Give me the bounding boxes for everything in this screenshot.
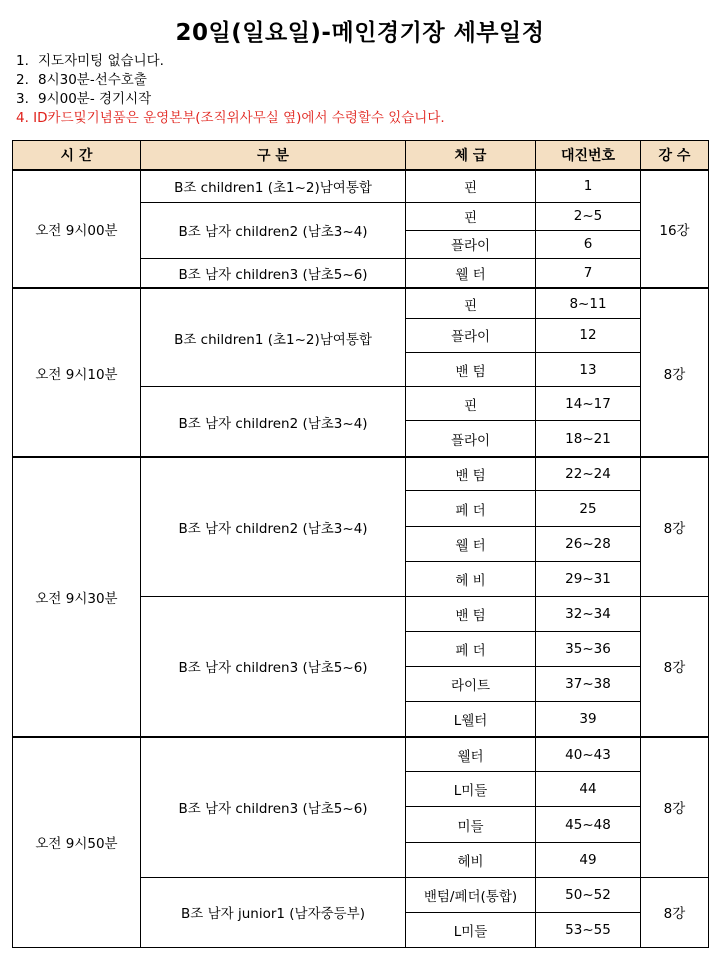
time-cell: 오전 9시10분 [13,288,141,457]
weight-cell: 밴 텀 [406,596,536,631]
round-cell: 8강 [641,877,709,947]
round-cell: 8강 [641,737,709,877]
weight-cell: 헤 비 [406,561,536,596]
weight-cell: 플라이 [406,421,536,457]
notice-text: 8시30분-선수호출 [38,72,147,88]
weight-cell: 플라이 [406,318,536,352]
round-cell: 8강 [641,288,709,457]
header-bracket-number: 대진번호 [536,141,641,171]
division-cell: B조 children1 (초1~2)남여통합 [141,288,406,386]
bracket-cell: 44 [536,772,641,807]
bracket-cell: 18~21 [536,421,641,457]
bracket-cell: 25 [536,491,641,526]
division-cell: B조 남자 children2 (남초3~4) [141,202,406,258]
bracket-cell: 45~48 [536,807,641,842]
table-row [13,170,709,202]
table-header-row [13,141,709,171]
weight-cell: 페 더 [406,491,536,526]
weight-cell: 라이트 [406,667,536,702]
weight-cell: 핀 [406,387,536,421]
division-cell: B조 남자 junior1 (남자중등부) [141,877,406,947]
weight-cell: 웰 터 [406,526,536,561]
round-cell: 16강 [641,170,709,288]
header-round: 강 수 [641,141,709,171]
table-row [13,288,709,318]
weight-cell: 밴 텀 [406,353,536,387]
division-cell: B조 남자 children3 (남초5~6) [141,596,406,736]
division-cell: B조 children1 (초1~2)남여통합 [141,170,406,202]
bracket-cell: 40~43 [536,737,641,772]
page-title: 20일(일요일)-메인경기장 세부일정 [175,20,545,46]
weight-cell: L미들 [406,912,536,947]
bracket-cell: 50~52 [536,877,641,912]
schedule-table [12,140,709,948]
division-cell: B조 남자 children2 (남초3~4) [141,457,406,596]
weight-cell: L웰터 [406,702,536,737]
time-cell: 오전 9시50분 [13,737,141,948]
round-cell: 8강 [641,596,709,736]
division-cell: B조 남자 children3 (남초5~6) [141,258,406,288]
weight-cell: 페 더 [406,631,536,666]
weight-cell: 플라이 [406,230,536,258]
notice-text: 9시00분- 경기시작 [38,91,152,107]
notice-item [16,71,445,90]
notice-warning: 4. ID카드및기념품은 운영본부(조직위사무실 옆)에서 수령할수 있습니다. [16,110,445,126]
bracket-cell: 14~17 [536,387,641,421]
bracket-cell: 32~34 [536,596,641,631]
header-time: 시 간 [13,141,141,171]
bracket-cell: 22~24 [536,457,641,491]
weight-cell: 핀 [406,202,536,230]
notice-item [16,90,445,109]
bracket-cell: 8~11 [536,288,641,318]
weight-cell: 웰 터 [406,258,536,288]
weight-cell: 웰터 [406,737,536,772]
header-weight-class: 체 급 [406,141,536,171]
bracket-cell: 29~31 [536,561,641,596]
bracket-cell: 26~28 [536,526,641,561]
bracket-cell: 13 [536,353,641,387]
weight-cell: 밴 텀 [406,457,536,491]
notice-list [16,52,445,128]
bracket-cell: 53~55 [536,912,641,947]
bracket-cell: 6 [536,230,641,258]
notice-number: 1. [16,53,29,69]
weight-cell: 밴텀/페더(통합) [406,877,536,912]
bracket-cell: 39 [536,702,641,737]
bracket-cell: 37~38 [536,667,641,702]
bracket-cell: 2~5 [536,202,641,230]
notice-number: 2. [16,72,29,88]
round-cell: 8강 [641,457,709,596]
bracket-cell: 35~36 [536,631,641,666]
weight-cell: 핀 [406,288,536,318]
time-cell: 오전 9시30분 [13,457,141,737]
notice-text: 지도자미팅 없습니다. [38,53,164,69]
weight-cell: 핀 [406,170,536,202]
weight-cell: 헤비 [406,842,536,877]
bracket-cell: 12 [536,318,641,352]
division-cell: B조 남자 children3 (남초5~6) [141,737,406,877]
division-cell: B조 남자 children2 (남초3~4) [141,387,406,457]
bracket-cell: 1 [536,170,641,202]
bracket-cell: 7 [536,258,641,288]
table-row [13,457,709,491]
time-cell: 오전 9시00분 [13,170,141,288]
notice-number: 3. [16,91,29,107]
header-division: 구 분 [141,141,406,171]
weight-cell: L미들 [406,772,536,807]
bracket-cell: 49 [536,842,641,877]
table-row [13,737,709,772]
notice-item [16,52,445,71]
weight-cell: 미들 [406,807,536,842]
